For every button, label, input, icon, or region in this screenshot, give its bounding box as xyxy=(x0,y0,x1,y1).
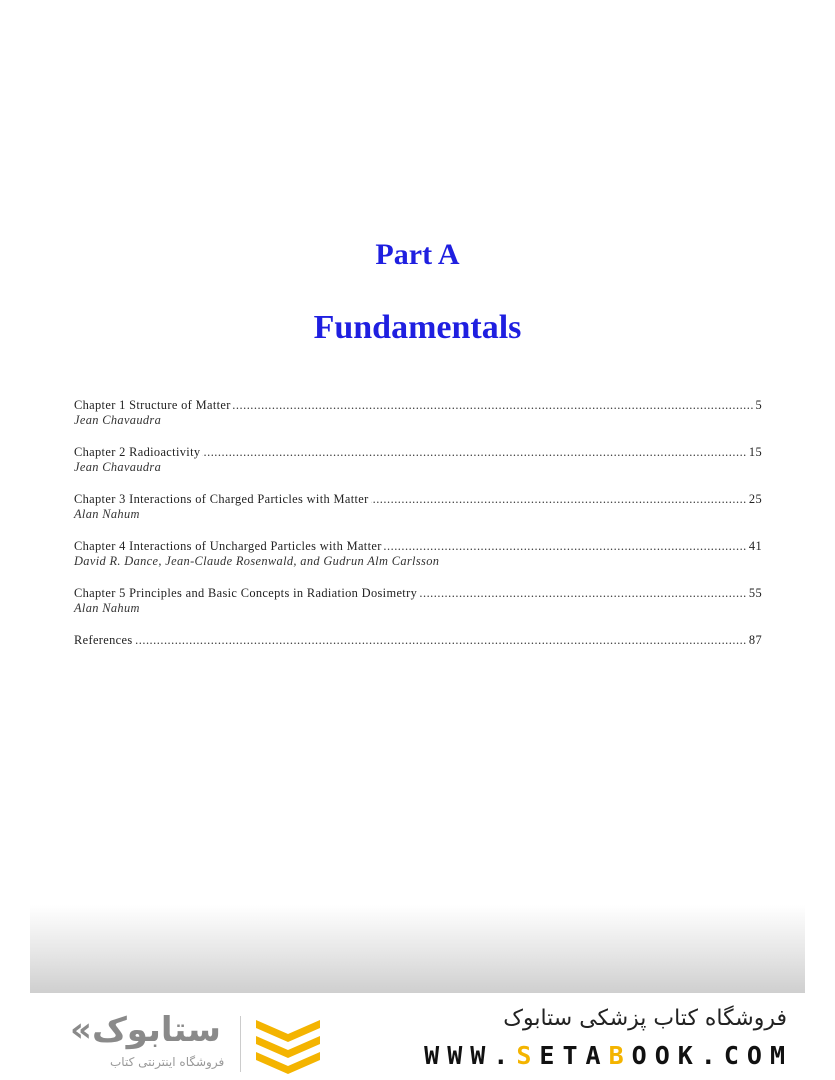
toc-entry-title[interactable]: Chapter 5 Principles and Basic Concepts in Radiation Dosimetry xyxy=(74,586,418,600)
toc-entry-title[interactable]: Chapter 4 Interactions of Uncharged Particles with Matter xyxy=(74,539,382,553)
toc-line xyxy=(74,398,762,413)
toc-entry-chapter-1[interactable] xyxy=(74,398,762,445)
logo-wordmark: «ستابوک xyxy=(70,1010,221,1050)
url-part: ETA xyxy=(539,1041,609,1070)
toc-page-number: 41 xyxy=(748,539,762,553)
part-label: Part A xyxy=(375,238,460,271)
book-stack-icon xyxy=(248,1012,328,1076)
toc-page-number: 5 xyxy=(755,398,762,412)
shop-name: فروشگاه کتاب پزشکی ستابوک xyxy=(503,1006,787,1031)
toc-entry-authors: Jean Chavaudra xyxy=(74,413,162,427)
setabook-logo xyxy=(70,1010,340,1080)
url-accent-letter: S xyxy=(516,1041,540,1070)
toc-page-number: 25 xyxy=(748,492,762,506)
toc-entry-chapter-2[interactable] xyxy=(74,445,762,492)
toc-line xyxy=(74,445,762,460)
toc-entry-title[interactable]: References xyxy=(74,633,133,647)
toc-page-number: 15 xyxy=(748,445,762,459)
toc-line xyxy=(74,492,762,507)
table-of-contents xyxy=(74,398,762,651)
logo-subtitle: فروشگاه اینترنتی کتاب xyxy=(110,1055,225,1069)
toc-entry-chapter-4[interactable] xyxy=(74,539,762,586)
logo-divider xyxy=(240,1016,241,1072)
toc-entry-title[interactable]: Chapter 1 Structure of Matter xyxy=(74,398,231,412)
toc-line xyxy=(74,586,762,601)
toc-page-number: 87 xyxy=(748,633,762,647)
toc-entry-title[interactable]: Chapter 2 Radioactivity xyxy=(74,445,201,459)
toc-line xyxy=(74,633,762,648)
url-part: OOK.COM xyxy=(631,1041,793,1070)
toc-page-number: 55 xyxy=(748,586,762,600)
toc-line xyxy=(74,539,762,554)
toc-entry-authors: Alan Nahum xyxy=(74,507,140,521)
part-title: Fundamentals xyxy=(313,309,522,346)
toc-entry-title[interactable]: Chapter 3 Interactions of Charged Particles with Matter xyxy=(74,492,369,506)
toc-entry-authors: David R. Dance, Jean-Claude Rosenwald, and Gudrun Alm Carlsson xyxy=(74,554,440,568)
toc-entry-chapter-3[interactable] xyxy=(74,492,762,539)
dot-leader xyxy=(74,633,762,648)
url-part: WWW. xyxy=(424,1041,517,1070)
toc-entry-authors: Jean Chavaudra xyxy=(74,460,162,474)
toc-entry-authors: Alan Nahum xyxy=(74,601,140,615)
toc-entry-chapter-5[interactable] xyxy=(74,586,762,633)
toc-entry-references[interactable] xyxy=(74,633,762,651)
page-bottom-shadow xyxy=(30,905,805,993)
url-accent-letter: B xyxy=(608,1041,632,1070)
site-url[interactable] xyxy=(424,1041,793,1070)
